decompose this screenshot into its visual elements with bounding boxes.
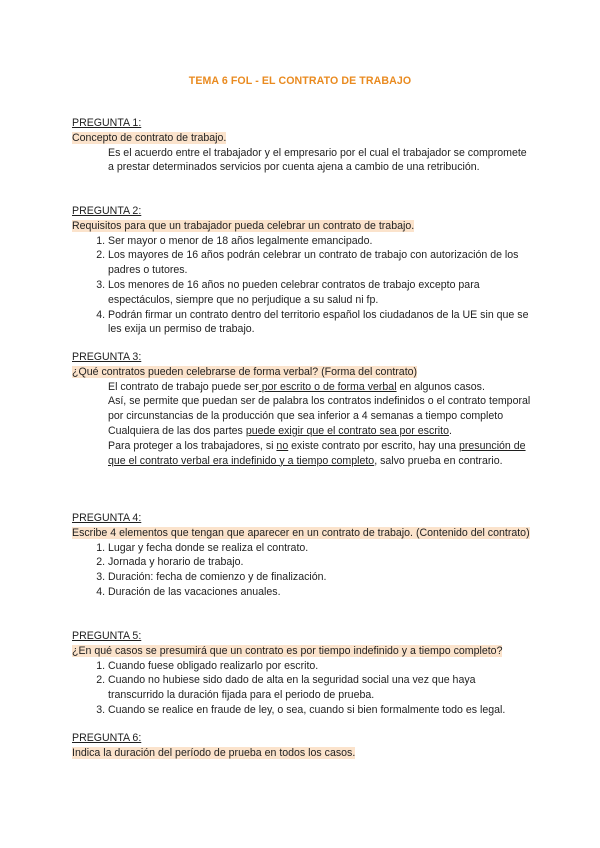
list-item: 1. Lugar y fecha donde se realiza el contrato. — [108, 541, 532, 556]
list-item: 2. Jornada y horario de trabajo. — [108, 555, 532, 570]
question-4-label: PREGUNTA 4: — [72, 512, 142, 524]
question-3-paragraph-2: Así, se permite que puedan ser de palabra los contratos indefinidos o el contrato temporal por circunstancias de la producción que sea inferior a 4 semanas a tiempo completo — [108, 395, 531, 423]
list-item: 4. Duración de las vacaciones anuales. — [108, 585, 532, 600]
question-6-text: Indica la duración del período de prueba en todos los casos. — [72, 746, 356, 759]
question-2 — [72, 204, 532, 337]
list-item: 3. Los menores de 16 años no pueden celebrar contratos de trabajo excepto para espectáculos, siempre que no perjudique a su salud ni fp. — [108, 278, 532, 308]
question-1 — [72, 116, 532, 175]
question-1-text: Concepto de contrato de trabajo. — [72, 131, 227, 144]
question-3-paragraph-4: Para proteger a los trabajadores, si no existe contrato por escrito, hay una presunción de que el contrato verbal era indefinido y a tiempo completo, salvo prueba en contrario. — [108, 439, 526, 467]
question-5 — [72, 629, 532, 718]
question-4-list — [72, 541, 532, 600]
question-5-list — [72, 659, 532, 718]
list-item: 1. Cuando fuese obligado realizarlo por escrito. — [108, 659, 532, 674]
question-6-label: PREGUNTA 6: — [72, 732, 142, 744]
question-2-list — [72, 234, 532, 338]
question-5-label: PREGUNTA 5: — [72, 630, 142, 642]
question-3-paragraph-1: El contrato de trabajo puede ser por escrito o de forma verbal en algunos casos. — [108, 380, 485, 393]
question-3 — [72, 350, 532, 468]
question-4-text: Escribe 4 elementos que tengan que aparecer en un contrato de trabajo. (Contenido del contrato) — [72, 526, 530, 539]
document-title: TEMA 6 FOL - EL CONTRATO DE TRABAJO — [188, 75, 412, 87]
list-item: 1. Ser mayor o menor de 18 años legalmente emancipado. — [108, 234, 532, 249]
question-4 — [72, 511, 532, 600]
question-3-label: PREGUNTA 3: — [72, 351, 142, 363]
question-6 — [72, 731, 532, 761]
list-item: 3. Cuando se realice en fraude de ley, o sea, cuando si bien formalmente todo es legal. — [108, 703, 532, 718]
question-1-label: PREGUNTA 1: — [72, 117, 142, 129]
question-2-text: Requisitos para que un trabajador pueda celebrar un contrato de trabajo. — [72, 219, 415, 232]
list-item: 4. Podrán firmar un contrato dentro del territorio español los ciudadanos de la UE sin que se les exija un permiso de trabajo. — [108, 308, 532, 338]
question-2-label: PREGUNTA 2: — [72, 205, 142, 217]
question-3-text: ¿Qué contratos pueden celebrarse de forma verbal? (Forma del contrato) — [72, 365, 418, 378]
list-item: 3. Duración: fecha de comienzo y de finalización. — [108, 570, 532, 585]
list-item: 2. Los mayores de 16 años podrán celebrar un contrato de trabajo con autorización de los padres o tutores. — [108, 248, 532, 278]
question-3-paragraph-3: Cualquiera de las dos partes puede exigir que el contrato sea por escrito. — [108, 424, 452, 437]
list-item: 2. Cuando no hubiese sido dado de alta en la seguridad social una vez que haya transcurrido la duración fijada para el periodo de prueba. — [108, 673, 532, 703]
question-5-text: ¿En qué casos se presumirá que un contrato es por tiempo indefinido y a tiempo completo? — [72, 644, 503, 657]
question-1-answer: Es el acuerdo entre el trabajador y el empresario por el cual el trabajador se compromete a prestar determinados servicios por cuenta ajena a cambio de una retribución. — [108, 146, 527, 174]
